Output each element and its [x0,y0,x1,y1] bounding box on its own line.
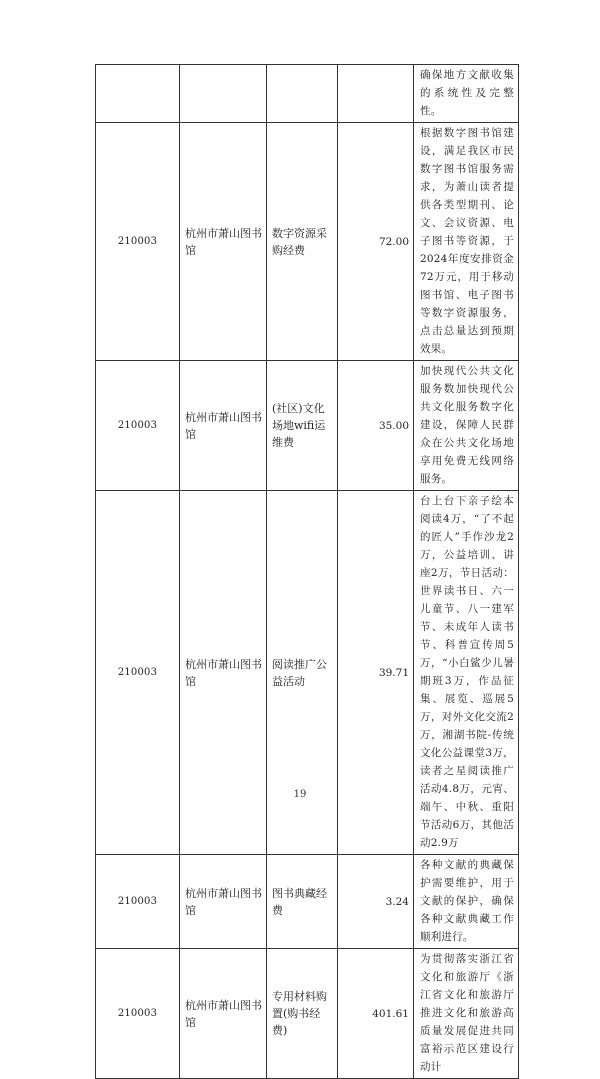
table-row [96,123,519,361]
unit-name-cell [180,65,267,123]
amount-cell: 72.00 [338,123,414,361]
project-name-cell [267,65,338,123]
unit-name-cell: 杭州市萧山图书馆 [180,855,267,949]
description-cell: 根据数字图书馆建设，满足我区市民数字图书馆服务需求，为萧山读者提供各类型期刊、论文、会议资源、电子图书等资源，于2024年度安排资金72万元，用于移动图书馆、电子图书等数字资源服务，点击总量达到预期效果。 [414,123,519,361]
description-cell: 加快现代公共文化服务数加快现代公共文化服务数字化建设，保障人民群众在公共文化场地享用免费无线网络服务。 [414,361,519,491]
amount-cell: 39.71 [338,491,414,855]
project-name-cell: 阅读推广公益活动 [267,491,338,855]
table-row [96,949,519,1079]
unit-name-cell: 杭州市萧山图书馆 [180,949,267,1079]
amount-cell: 35.00 [338,361,414,491]
description-cell: 确保地方文献收集的系统性及完整性。 [414,65,519,123]
description-cell: 台上台下亲子绘本阅读4万，“了不起的匠人”手作沙龙2万，公益培训、讲座2万，节日活动：世界读书日、六一儿童节、八一建军节、未成年人读书节、科普宣传周5万，“小白鲨少儿暑期班3万，作品征集、展览、巡展5万，对外文化交流2万，湘湖书院-传统文化公益课堂3万，读者之星阅读推广活动4.8万，元宵、端午、中秋、重阳节活动6万，其他活动2.9万 [414,491,519,855]
unit-name-cell: 杭州市萧山图书馆 [180,361,267,491]
project-name-cell: 数字资源采购经费 [267,123,338,361]
project-name-cell: 图书典藏经费 [267,855,338,949]
unit-name-cell: 杭州市萧山图书馆 [180,123,267,361]
budget-code-cell: 210003 [96,949,180,1079]
amount-cell: 401.61 [338,949,414,1079]
budget-code-cell: 210003 [96,491,180,855]
project-name-cell: 专用材料购置(购书经费) [267,949,338,1079]
page-number: 19 [293,789,307,800]
table-row [96,361,519,491]
description-cell: 为贯彻落实浙江省文化和旅游厅《浙江省文化和旅游厅推进文化和旅游高质量发展促进共同富裕示范区建设行动计 [414,949,519,1079]
table-row [96,65,519,123]
description-cell: 各种文献的典藏保护需要维护，用于文献的保护，确保各种文献典藏工作顺利进行。 [414,855,519,949]
budget-code-cell: 210003 [96,123,180,361]
project-name-cell: (社区)文化场地wifi运维费 [267,361,338,491]
budget-table [95,64,519,1079]
amount-cell: 3.24 [338,855,414,949]
unit-name-cell: 杭州市萧山图书馆 [180,491,267,855]
budget-code-cell: 210003 [96,361,180,491]
amount-cell [338,65,414,123]
budget-code-cell [96,65,180,123]
budget-code-cell: 210003 [96,855,180,949]
table-row [96,855,519,949]
